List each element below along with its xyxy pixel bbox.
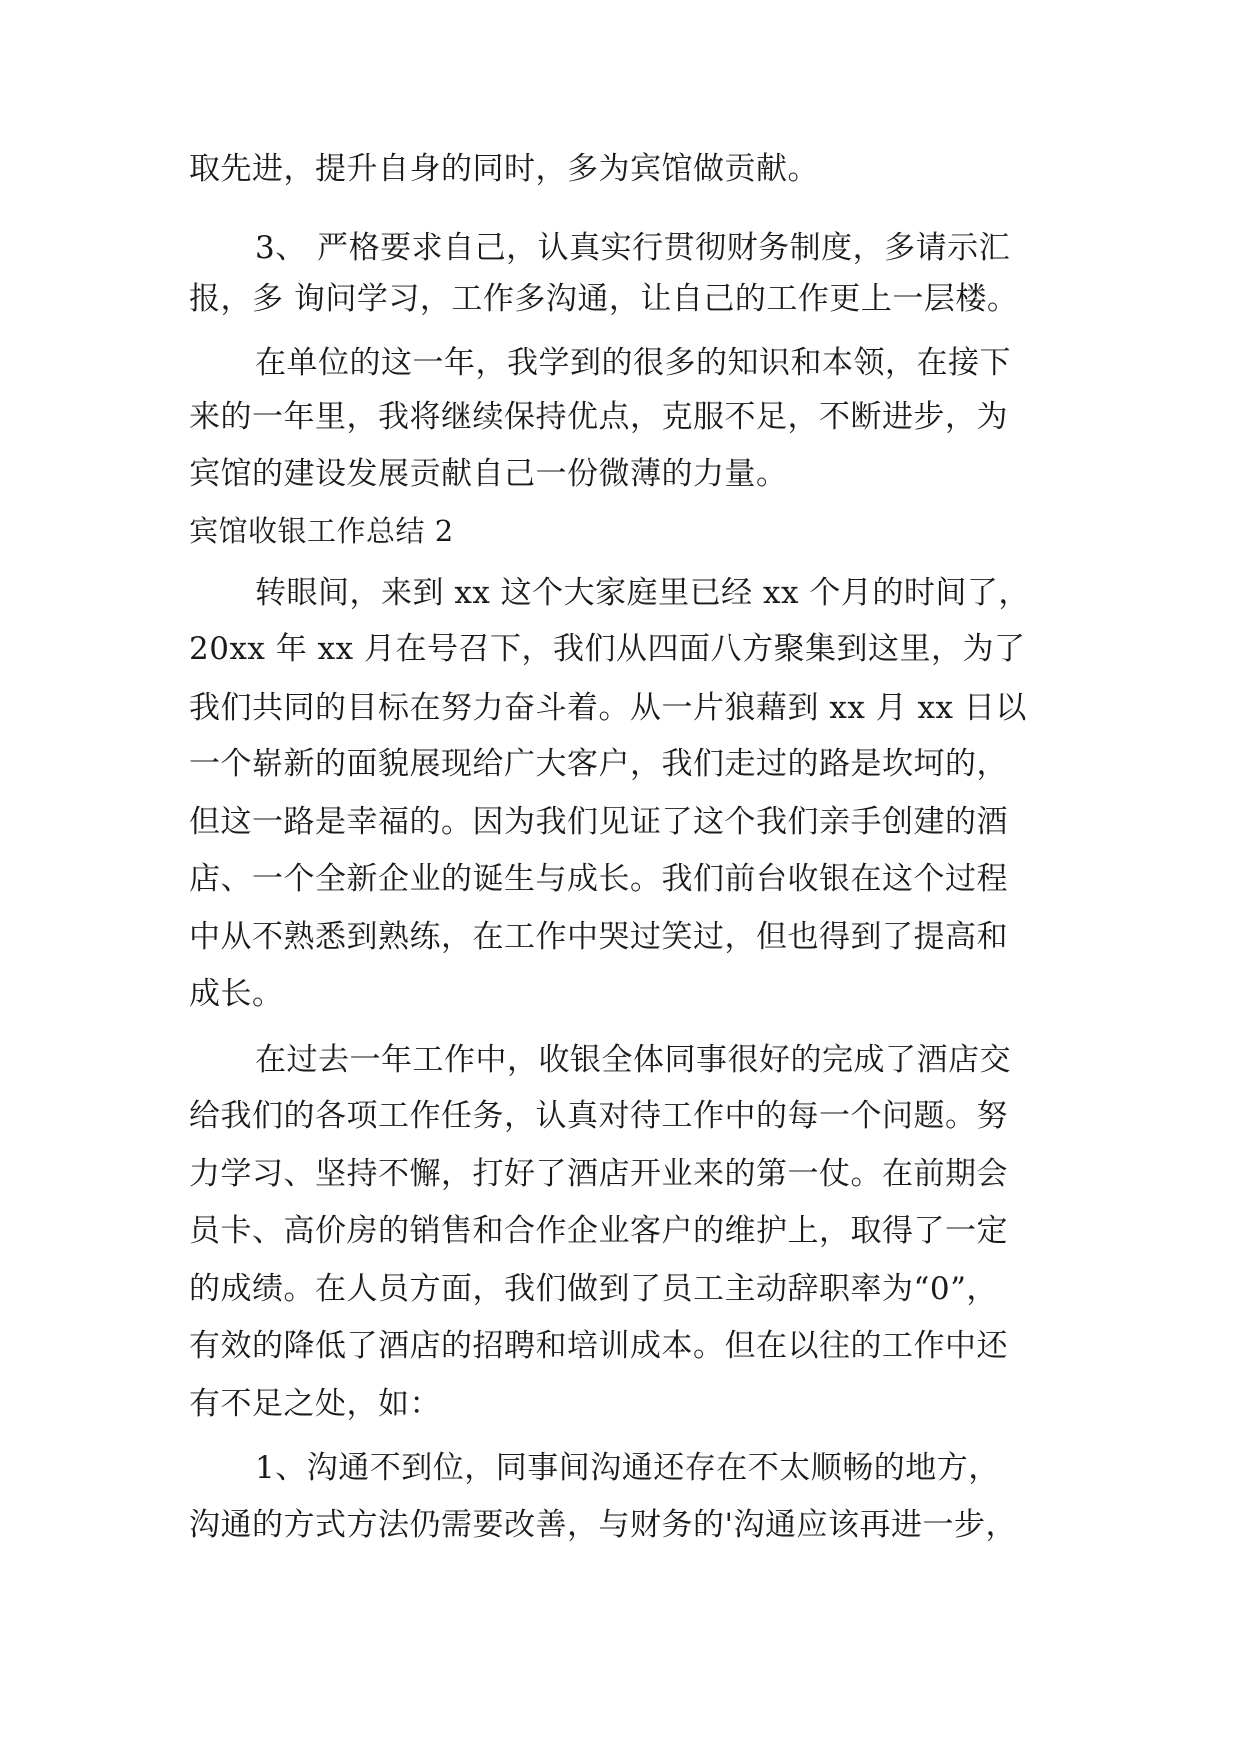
text-line: 力学习、坚持不懈，打好了酒店开业来的第一仗。在前期会	[189, 1156, 1008, 1192]
text-line: 有效的降低了酒店的招聘和培训成本。但在以往的工作中还	[189, 1328, 1008, 1364]
text-line: 成长。	[189, 976, 284, 1012]
text-line: 报，多 询问学习，工作多沟通，让自己的工作更上一层楼。	[189, 281, 1019, 317]
paragraph-start: 在单位的这一年，我学到的很多的知识和本领，在接下	[255, 345, 1011, 381]
paragraph-start: 在过去一年工作中，收银全体同事很好的完成了酒店交	[255, 1042, 1011, 1078]
text-line: 店、一个全新企业的诞生与成长。我们前台收银在这个过程	[189, 861, 1008, 897]
text-line: 来的一年里，我将继续保持优点，克服不足，不断进步，为	[189, 399, 1008, 435]
text-line: 员卡、高价房的销售和合作企业客户的维护上，取得了一定	[189, 1213, 1008, 1249]
text-line: 中从不熟悉到熟练，在工作中哭过笑过，但也得到了提高和	[189, 919, 1008, 955]
text-line: 一个崭新的面貌展现给广大客户，我们走过的路是坎坷的，	[189, 746, 1008, 782]
text-line: 的成绩。在人员方面，我们做到了员工主动辞职率为“0”，	[189, 1271, 998, 1307]
text-line: 宾馆的建设发展贡献自己一份微薄的力量。	[189, 456, 788, 492]
section-heading: 宾馆收银工作总结 2	[189, 514, 454, 548]
list-item-1: 1、沟通不到位，同事间沟通还存在不太顺畅的地方，	[255, 1450, 1000, 1486]
paragraph-start: 转眼间，来到 xx 这个大家庭里已经 xx 个月的时间了，	[255, 575, 1030, 611]
text-line: 有不足之处，如：	[189, 1386, 441, 1422]
text-line: 给我们的各项工作任务，认真对待工作中的每一个问题。努	[189, 1098, 1008, 1134]
text-line: 但这一路是幸福的。因为我们见证了这个我们亲手创建的酒	[189, 804, 1008, 840]
text-line: 20xx 年 xx 月在号召下，我们从四面八方聚集到这里，为了	[189, 631, 1026, 667]
text-line: 取先进，提升自身的同时，多为宾馆做贡献。	[189, 151, 819, 187]
text-line: 我们共同的目标在努力奋斗着。从一片狼藉到 xx 月 xx 日以	[189, 690, 1027, 726]
text-line: 沟通的方式方法仍需要改善，与财务的'沟通应该再进一步，	[189, 1507, 1018, 1543]
list-item-3: 3、 严格要求自己，认真实行贯彻财务制度，多请示汇	[255, 230, 1011, 266]
